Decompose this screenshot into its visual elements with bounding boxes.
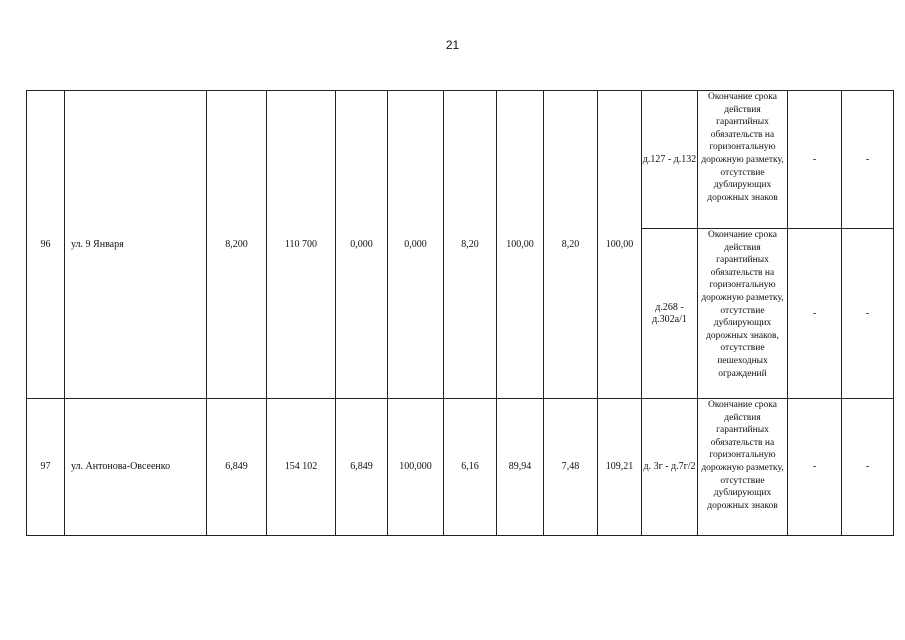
table-cell: 100,000 [388, 399, 444, 536]
table-cell: 6,16 [444, 399, 497, 536]
table-cell: 100,00 [497, 91, 544, 399]
table-cell: - [788, 229, 842, 399]
table-cell: 7,48 [544, 399, 598, 536]
table-cell: 6,849 [336, 399, 388, 536]
table-cell: 89,94 [497, 399, 544, 536]
condition-text: Окончание срока действия гарантийных обязательств на горизонтальную дорожную разметку, отсутствие дублирующих дорожных знаков [698, 91, 788, 229]
section-range: д. 3г - д.7г/2 [642, 399, 698, 536]
row-number: 96 [27, 91, 65, 399]
table-cell: 100,00 [598, 91, 642, 399]
table-cell: 8,200 [207, 91, 267, 399]
section-range: д.268 - д.302а/1 [642, 229, 698, 399]
table-cell: 8,20 [444, 91, 497, 399]
table-cell: - [842, 229, 894, 399]
table-cell: 0,000 [388, 91, 444, 399]
table-cell: 110 700 [267, 91, 336, 399]
table-cell: 0,000 [336, 91, 388, 399]
table-cell: 109,21 [598, 399, 642, 536]
table-cell: 6,849 [207, 399, 267, 536]
row-number: 97 [27, 399, 65, 536]
condition-text: Окончание срока действия гарантийных обязательств на горизонтальную дорожную разметку, отсутствие дублирующих дорожных знаков [698, 399, 788, 536]
table-cell: 154 102 [267, 399, 336, 536]
table-row [27, 91, 894, 229]
table-cell: - [788, 91, 842, 229]
street-name: ул. Антонова-Овсеенко [65, 399, 207, 536]
street-name: ул. 9 Января [65, 91, 207, 399]
page-number: 21 [445, 38, 460, 52]
table-cell: 8,20 [544, 91, 598, 399]
condition-text: Окончание срока действия гарантийных обязательств на горизонтальную дорожную разметку, отсутствие дублирующих дорожных знаков, отсутствие пешеходных ограждений [698, 229, 788, 399]
table-cell: - [788, 399, 842, 536]
table-row [27, 399, 894, 536]
table-cell: - [842, 399, 894, 536]
table-cell: - [842, 91, 894, 229]
road-works-table [26, 90, 894, 536]
section-range: д.127 - д.132 [642, 91, 698, 229]
